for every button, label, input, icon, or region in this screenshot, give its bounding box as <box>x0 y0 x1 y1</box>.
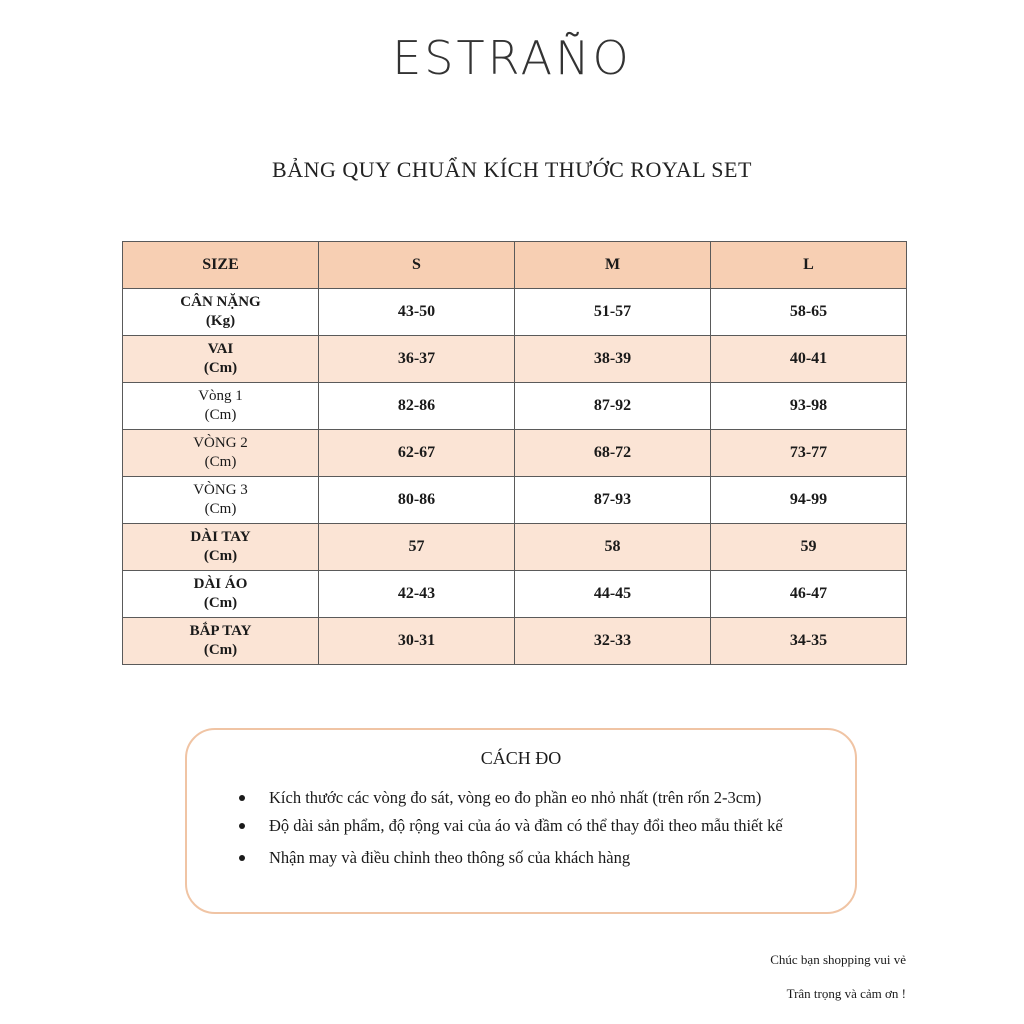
cell-l: 94-99 <box>711 477 907 524</box>
table-row <box>123 524 907 571</box>
cell-m: 87-92 <box>515 383 711 430</box>
row-label: VÒNG 3 (Cm) <box>123 477 319 524</box>
size-chart-table <box>122 241 907 665</box>
table-row <box>123 289 907 336</box>
list-item: Kích thước các vòng đo sát, vòng eo đo phần eo nhỏ nhất (trên rốn 2-3cm) <box>237 785 827 811</box>
table-row <box>123 618 907 665</box>
measurement-guide-list <box>237 785 827 871</box>
bullet-icon <box>239 795 245 801</box>
cell-s: 43-50 <box>319 289 515 336</box>
row-label: BẮP TAY (Cm) <box>123 618 319 665</box>
cell-s: 80-86 <box>319 477 515 524</box>
row-label: VAI (Cm) <box>123 336 319 383</box>
page-title: BẢNG QUY CHUẨN KÍCH THƯỚC ROYAL SET <box>272 157 752 182</box>
cell-l: 58-65 <box>711 289 907 336</box>
cell-m: 87-93 <box>515 477 711 524</box>
row-label: DÀI TAY (Cm) <box>123 524 319 571</box>
table-row <box>123 336 907 383</box>
row-label: CÂN NẶNG (Kg) <box>123 289 319 336</box>
row-label: VÒNG 2 (Cm) <box>123 430 319 477</box>
cell-s: 82-86 <box>319 383 515 430</box>
cell-m: 32-33 <box>515 618 711 665</box>
cell-l: 73-77 <box>711 430 907 477</box>
cell-s: 57 <box>319 524 515 571</box>
measurement-guide-box <box>185 728 857 914</box>
table-row <box>123 430 907 477</box>
cell-m: 58 <box>515 524 711 571</box>
cell-l: 40-41 <box>711 336 907 383</box>
cell-s: 62-67 <box>319 430 515 477</box>
table-row <box>123 383 907 430</box>
cell-l: 93-98 <box>711 383 907 430</box>
row-label: Vòng 1 (Cm) <box>123 383 319 430</box>
cell-m: 68-72 <box>515 430 711 477</box>
list-item: Nhận may và điều chỉnh theo thông số của khách hàng <box>237 845 827 871</box>
cell-s: 36-37 <box>319 336 515 383</box>
list-item: Độ dài sản phẩm, độ rộng vai của áo và đầm có thể thay đổi theo mẫu thiết kế <box>237 813 827 839</box>
table-row <box>123 571 907 618</box>
cell-s: 42-43 <box>319 571 515 618</box>
cell-s: 30-31 <box>319 618 515 665</box>
brand-logo: ESTRAÑO <box>392 31 632 85</box>
bullet-icon <box>239 823 245 829</box>
cell-l: 46-47 <box>711 571 907 618</box>
row-label: DÀI ÁO (Cm) <box>123 571 319 618</box>
table-header-row <box>123 242 907 289</box>
cell-m: 51-57 <box>515 289 711 336</box>
table-row <box>123 477 907 524</box>
cell-l: 34-35 <box>711 618 907 665</box>
footer-thanks: Trân trọng và cảm ơn ! <box>786 986 906 1001</box>
cell-l: 59 <box>711 524 907 571</box>
header-size: SIZE <box>123 242 319 289</box>
bullet-icon <box>239 855 245 861</box>
footer-greeting: Chúc bạn shopping vui vẻ <box>770 952 906 967</box>
header-l: L <box>711 242 907 289</box>
header-s: S <box>319 242 515 289</box>
header-m: M <box>515 242 711 289</box>
cell-m: 38-39 <box>515 336 711 383</box>
measurement-guide-title: CÁCH ĐO <box>480 748 562 768</box>
cell-m: 44-45 <box>515 571 711 618</box>
